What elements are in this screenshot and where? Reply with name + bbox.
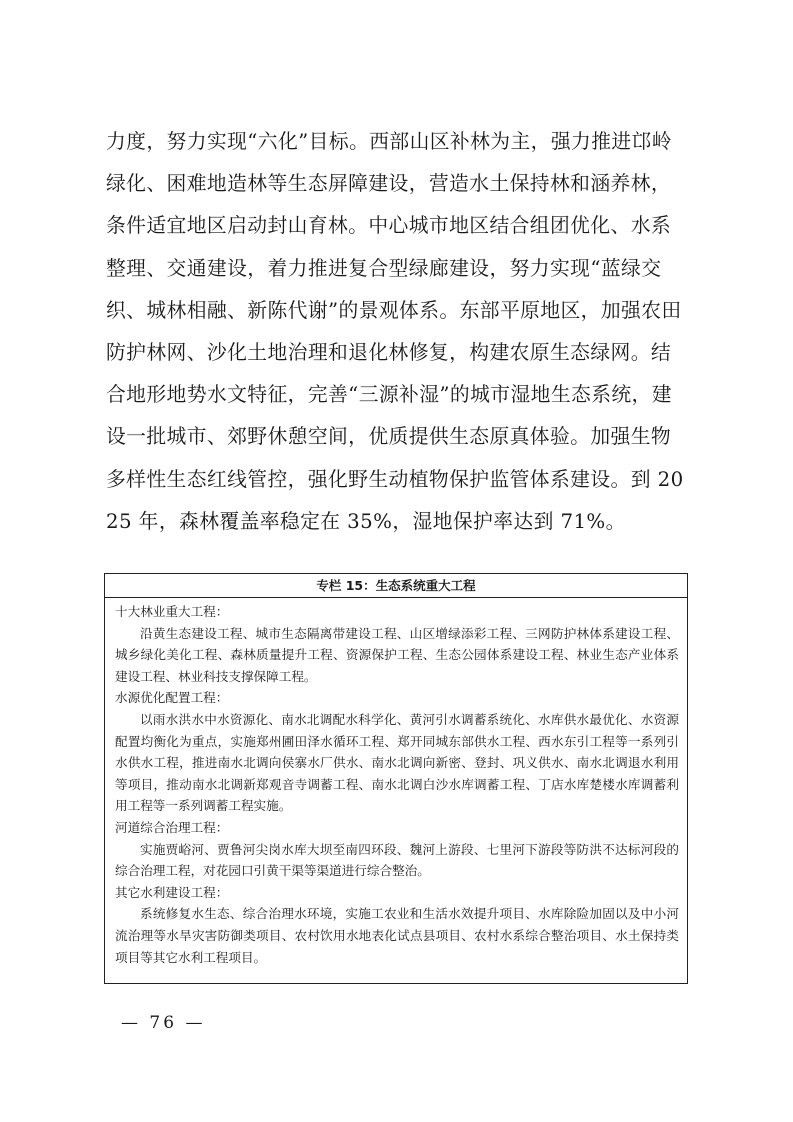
page-number: — 76 — — [121, 1013, 206, 1033]
body-paragraph: 力度，努力实现“六化”目标。西部山区补林为主，强力推进邙岭绿化、困难地造林等生态屏障建设，营造水土保持林和涵养林，条件适宜地区启动封山育林。中心城市地区结合组团优化、水系整理、交通建设，着力推进复合型绿廊建设，努力实现“蓝绿交织、城林相融、新陈代谢”的景观体系。东部平原地区，加强农田防护林网、沙化土地治理和退化林修复，构建农原生态绿网。结合地形地势水文特征，完善“三源补湿”的城市湿地生态系统，建设一批城市、郊野休憩空间，优质提供生态原真体验。加强生物多样性生态红线管控，强化野生动植物保护监管体系建设。到 2025 年，森林覆盖率稳定在 35%，湿地保护率达到 71%。 — [106, 130, 684, 533]
section-text: 实施贾峪河、贾鲁河尖岗水库大坝至南四环段、魏河上游段、七里河下游段等防洪不达标河段的综合治理工程，对花园口引黄干渠等渠道进行综合整治。 — [115, 841, 679, 879]
section-text: 系统修复水生态、综合治理水环境，实施工农业和生活水效提升项目、水库除险加固以及中小河流治理等水旱灾害防御类项目、农村饮用水地表化试点县项目、农村水系综合整治项目、水土保持类项目等其它水利工程项目。 — [115, 906, 679, 965]
section-heading: 其它水利建设工程： — [115, 884, 229, 900]
section-heading: 河道综合治理工程： — [115, 819, 229, 835]
section-text: 以雨水洪水中水资源化、南水北调配水科学化、黄河引水调蓄系统化、水库供水最优化、水资源配置均衡化为重点，实施郑州圃田泽水循环工程、郑开同城东部供水工程、西水东引工程等一系列引水供水工程，推进南水北调向侯寨水厂供水、南水北调向新密、登封、巩义供水、南水北调退水利用等项目，推动南水北调新郑观音寺调蓄工程、南水北调白沙水库调蓄工程、丁店水库楚楼水库调蓄利用工程等一系列调蓄工程实施。 — [115, 711, 679, 814]
feature-box — [104, 573, 688, 984]
box-title: 专栏 15：生态系统重大工程 — [105, 574, 687, 598]
section-heading: 十大林业重大工程： — [115, 604, 229, 619]
section-text: 沿黄生态建设工程、城市生态隔离带建设工程、山区增绿添彩工程、三网防护林体系建设工程、城乡绿化美化工程、森林质量提升工程、资源保护工程、生态公园体系建设工程、林业生态产业体系建设工程、林业科技支撑保障工程。 — [115, 625, 679, 684]
section-heading: 水源优化配置工程： — [115, 690, 229, 706]
box-body — [105, 598, 687, 968]
